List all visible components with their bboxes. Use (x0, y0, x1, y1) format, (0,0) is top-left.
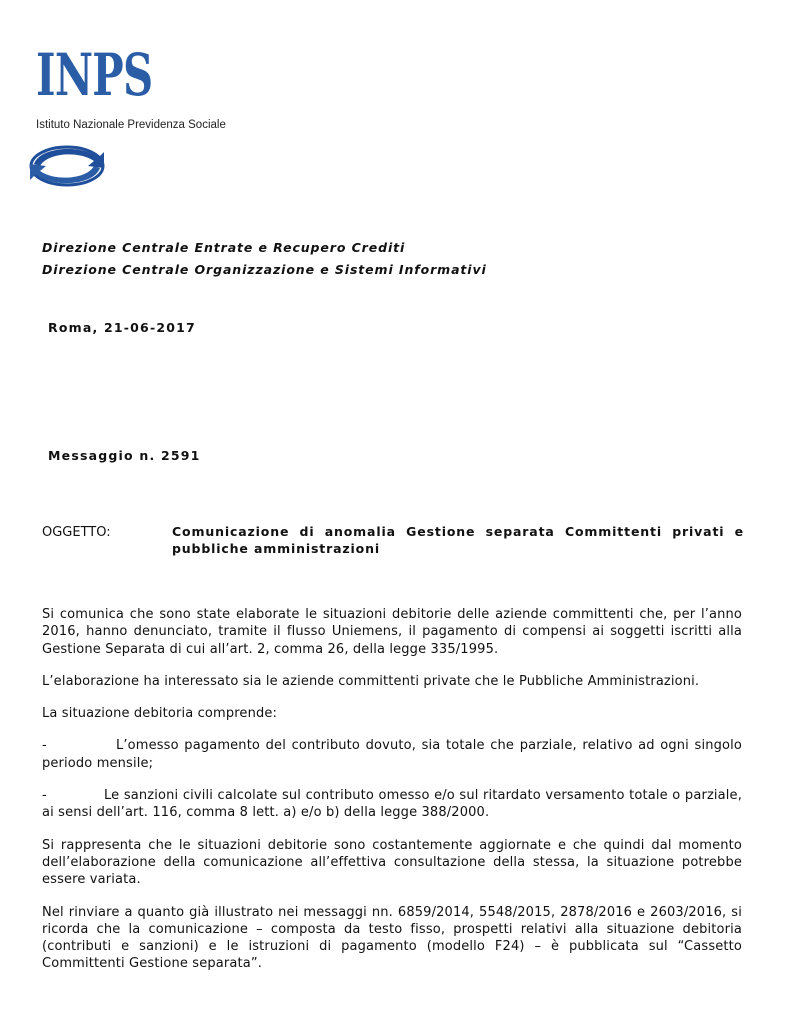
inps-logo (36, 41, 256, 191)
bullet-marker: - (42, 738, 47, 754)
paragraph-3: La situazione debitoria comprende: (42, 706, 278, 722)
list-item (42, 787, 742, 822)
paragraph-4: Si rappresenta che le situazioni debitorie sono costantemente aggiornate e che quindi dal momento dell’elaborazione della comunicazione all’effettiva consultazione della stessa, la situazione potrebbe essere variata. (42, 837, 742, 888)
subject-text: Comunicazione di anomalia Gestione separata Committenti privati e pubbliche amministrazioni (172, 524, 744, 556)
bullet-text-1: L’omesso pagamento del contributo dovuto, sia totale che parziale, relativo ad ogni singolo periodo mensile; (42, 738, 742, 771)
logo-subtitle: Istituto Nazionale Previdenza Sociale (36, 119, 226, 131)
logo-arrows-icon (26, 142, 108, 190)
message-number: Messaggio n. 2591 (48, 448, 201, 463)
list-item (42, 737, 742, 772)
subject-label: OGGETTO: (42, 525, 111, 540)
bullet-marker: - (42, 788, 47, 804)
direzione-organizzazione: Direzione Centrale Organizzazione e Sistemi Informativi (42, 262, 487, 277)
paragraph-1: Si comunica che sono state elaborate le situazioni debitorie delle aziende committenti che, per l’anno 2016, hanno denunciato, tramite il flusso Uniemens, il pagamento di compensi ai soggetti iscritti alla Gestione Separata di cui all’art. 2, comma 26, della legge 335/1995. (42, 607, 742, 657)
direzione-entrate: Direzione Centrale Entrate e Recupero Crediti (42, 240, 406, 255)
logo-wordmark: INPS (36, 41, 153, 109)
place-date: Roma, 21-06-2017 (48, 320, 196, 335)
message-body (42, 606, 742, 988)
paragraph-5: Nel rinviare a quanto già illustrato nei messaggi nn. 6859/2014, 5548/2015, 2878/2016 e 2603/2016, si ricorda che la comunicazione – composta da testo fisso, prospetti relativi alla situazione debitoria (contributi e sanzioni) e le istruzioni di pagamento (modello F24) – è pubblicata sul “Cassetto Committenti Gestione separata”. (42, 904, 742, 972)
paragraph-2: L’elaborazione ha interessato sia le aziende committenti private che le Pubbliche Amministrazioni. (42, 673, 700, 689)
bullet-text-2: Le sanzioni civili calcolate sul contributo omesso e/o sul ritardato versamento totale o parziale, ai sensi dell’art. 116, comma 8 lett. a) e/o b) della legge 388/2000. (42, 788, 742, 821)
